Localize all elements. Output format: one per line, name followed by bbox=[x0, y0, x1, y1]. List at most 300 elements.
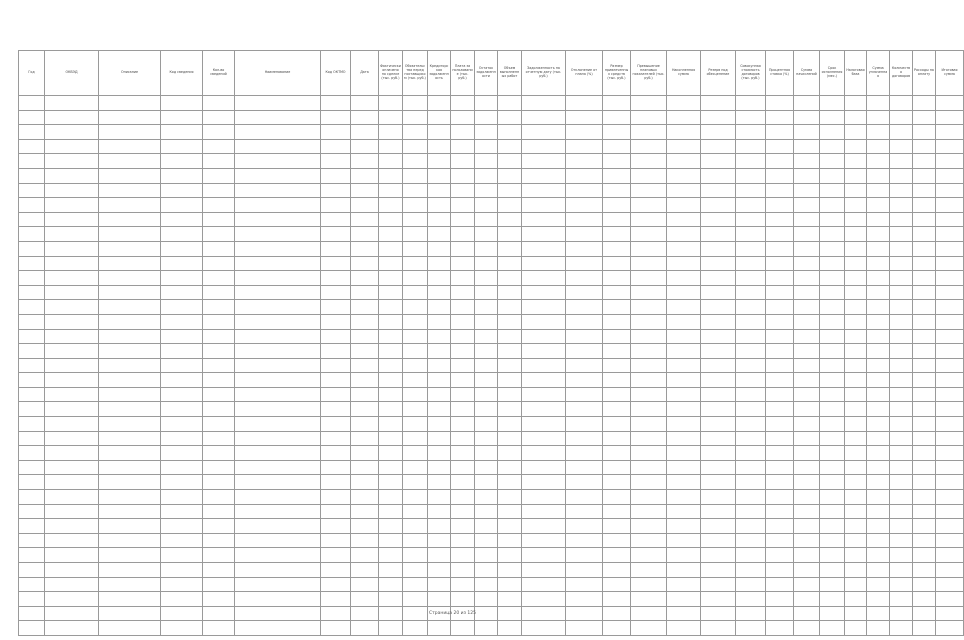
table-cell bbox=[845, 344, 867, 359]
table-cell bbox=[794, 314, 820, 329]
table-cell bbox=[701, 387, 736, 402]
table-cell bbox=[498, 183, 522, 198]
table-cell bbox=[99, 460, 161, 475]
table-cell bbox=[867, 125, 890, 140]
table-cell bbox=[161, 271, 203, 286]
table-cell bbox=[820, 241, 845, 256]
table-cell bbox=[321, 358, 351, 373]
table-cell bbox=[701, 314, 736, 329]
table-cell bbox=[403, 183, 428, 198]
table-cell bbox=[820, 125, 845, 140]
table-cell bbox=[498, 344, 522, 359]
table-cell bbox=[566, 387, 603, 402]
table-cell bbox=[913, 329, 936, 344]
table-cell bbox=[631, 621, 667, 636]
table-cell bbox=[161, 533, 203, 548]
table-cell bbox=[766, 241, 794, 256]
table-cell bbox=[766, 431, 794, 446]
table-cell bbox=[667, 154, 701, 169]
table-cell bbox=[498, 168, 522, 183]
table-cell bbox=[867, 563, 890, 578]
table-cell bbox=[736, 271, 766, 286]
table-cell bbox=[936, 271, 964, 286]
table-cell bbox=[161, 592, 203, 607]
table-cell bbox=[428, 241, 451, 256]
table-cell bbox=[161, 621, 203, 636]
table-cell bbox=[45, 548, 99, 563]
table-cell bbox=[667, 329, 701, 344]
table-cell bbox=[351, 125, 379, 140]
table-cell bbox=[736, 154, 766, 169]
table-cell bbox=[936, 168, 964, 183]
table-cell bbox=[845, 125, 867, 140]
column-header: Обязательства перед поставщиком (тыс. руб.) bbox=[403, 51, 428, 96]
table-cell bbox=[428, 563, 451, 578]
table-cell bbox=[913, 402, 936, 417]
table-cell bbox=[701, 504, 736, 519]
table-cell bbox=[428, 417, 451, 432]
table-cell bbox=[603, 475, 631, 490]
table-cell bbox=[820, 154, 845, 169]
table-cell bbox=[45, 300, 99, 315]
table-cell bbox=[351, 183, 379, 198]
table-cell bbox=[736, 183, 766, 198]
table-cell bbox=[99, 592, 161, 607]
table-cell bbox=[566, 504, 603, 519]
table-cell bbox=[890, 227, 913, 242]
table-cell bbox=[631, 344, 667, 359]
table-cell bbox=[667, 300, 701, 315]
table-cell bbox=[913, 460, 936, 475]
table-cell bbox=[913, 417, 936, 432]
table-cell bbox=[321, 168, 351, 183]
table-cell bbox=[451, 373, 475, 388]
table-cell bbox=[379, 154, 403, 169]
table-cell bbox=[631, 314, 667, 329]
table-cell bbox=[161, 314, 203, 329]
column-header: ОКВЭД bbox=[45, 51, 99, 96]
table-cell bbox=[235, 198, 321, 213]
table-cell bbox=[321, 125, 351, 140]
table-cell bbox=[475, 621, 498, 636]
table-cell bbox=[766, 358, 794, 373]
table-cell bbox=[845, 329, 867, 344]
table-cell bbox=[603, 387, 631, 402]
table-cell bbox=[522, 300, 566, 315]
table-row bbox=[19, 373, 964, 388]
table-cell bbox=[19, 504, 45, 519]
table-row bbox=[19, 475, 964, 490]
table-cell bbox=[235, 548, 321, 563]
table-cell bbox=[890, 212, 913, 227]
table-cell bbox=[99, 139, 161, 154]
table-cell bbox=[351, 577, 379, 592]
table-cell bbox=[845, 402, 867, 417]
table-cell bbox=[867, 227, 890, 242]
table-cell bbox=[45, 256, 99, 271]
table-cell bbox=[321, 241, 351, 256]
table-cell bbox=[794, 431, 820, 446]
table-cell bbox=[913, 344, 936, 359]
table-cell bbox=[403, 241, 428, 256]
table-cell bbox=[820, 402, 845, 417]
table-cell bbox=[498, 300, 522, 315]
table-cell bbox=[235, 475, 321, 490]
table-cell bbox=[235, 592, 321, 607]
column-header: Резерв под обесценение bbox=[701, 51, 736, 96]
table-cell bbox=[451, 577, 475, 592]
table-cell bbox=[736, 387, 766, 402]
table-cell bbox=[566, 300, 603, 315]
table-cell bbox=[161, 373, 203, 388]
table-cell bbox=[766, 285, 794, 300]
table-cell bbox=[667, 256, 701, 271]
table-cell bbox=[475, 358, 498, 373]
table-cell bbox=[667, 577, 701, 592]
column-header: Задолженность на отчетную дату (тыс. руб.) bbox=[522, 51, 566, 96]
table-cell bbox=[890, 96, 913, 111]
table-cell bbox=[379, 256, 403, 271]
table-cell bbox=[498, 446, 522, 461]
table-cell bbox=[45, 358, 99, 373]
table-cell bbox=[631, 563, 667, 578]
table-cell bbox=[235, 154, 321, 169]
table-cell bbox=[667, 563, 701, 578]
table-header-row bbox=[19, 51, 964, 96]
table-cell bbox=[451, 285, 475, 300]
table-cell bbox=[321, 490, 351, 505]
table-cell bbox=[498, 402, 522, 417]
table-cell bbox=[321, 431, 351, 446]
table-cell bbox=[766, 300, 794, 315]
table-cell bbox=[403, 387, 428, 402]
table-cell bbox=[736, 504, 766, 519]
table-cell bbox=[161, 460, 203, 475]
table-cell bbox=[403, 227, 428, 242]
table-cell bbox=[203, 504, 235, 519]
table-cell bbox=[736, 431, 766, 446]
table-cell bbox=[498, 548, 522, 563]
table-cell bbox=[566, 373, 603, 388]
table-cell bbox=[161, 285, 203, 300]
table-cell bbox=[428, 533, 451, 548]
table-cell bbox=[667, 198, 701, 213]
table-cell bbox=[379, 460, 403, 475]
table-cell bbox=[203, 314, 235, 329]
table-cell bbox=[701, 212, 736, 227]
table-cell bbox=[794, 621, 820, 636]
table-cell bbox=[845, 577, 867, 592]
table-cell bbox=[203, 168, 235, 183]
table-cell bbox=[19, 168, 45, 183]
table-cell bbox=[321, 460, 351, 475]
table-cell bbox=[475, 490, 498, 505]
table-row bbox=[19, 96, 964, 111]
table-cell bbox=[913, 533, 936, 548]
table-cell bbox=[403, 329, 428, 344]
table-cell bbox=[913, 431, 936, 446]
table-cell bbox=[820, 212, 845, 227]
table-cell bbox=[451, 490, 475, 505]
table-cell bbox=[845, 241, 867, 256]
table-cell bbox=[451, 329, 475, 344]
table-cell bbox=[351, 402, 379, 417]
table-cell bbox=[913, 577, 936, 592]
table-cell bbox=[736, 373, 766, 388]
table-cell bbox=[913, 548, 936, 563]
table-cell bbox=[19, 256, 45, 271]
table-cell bbox=[379, 271, 403, 286]
table-cell bbox=[428, 431, 451, 446]
table-cell bbox=[913, 96, 936, 111]
table-cell bbox=[475, 285, 498, 300]
table-cell bbox=[403, 548, 428, 563]
table-cell bbox=[203, 402, 235, 417]
table-cell bbox=[667, 358, 701, 373]
table-cell bbox=[603, 592, 631, 607]
table-cell bbox=[766, 271, 794, 286]
table-cell bbox=[845, 358, 867, 373]
column-header: Размер привлеченных средств (тыс. руб.) bbox=[603, 51, 631, 96]
table-cell bbox=[867, 241, 890, 256]
table-cell bbox=[766, 154, 794, 169]
table-cell bbox=[522, 212, 566, 227]
table-cell bbox=[203, 212, 235, 227]
table-row bbox=[19, 358, 964, 373]
table-cell bbox=[820, 621, 845, 636]
table-cell bbox=[867, 519, 890, 534]
table-cell bbox=[45, 241, 99, 256]
table-cell bbox=[451, 621, 475, 636]
table-cell bbox=[19, 300, 45, 315]
table-cell bbox=[522, 241, 566, 256]
table-cell bbox=[451, 241, 475, 256]
table-cell bbox=[45, 621, 99, 636]
column-header: Срок исполнения (мес.) bbox=[820, 51, 845, 96]
table-cell bbox=[235, 519, 321, 534]
table-cell bbox=[794, 329, 820, 344]
table-row bbox=[19, 212, 964, 227]
table-cell bbox=[794, 504, 820, 519]
table-row bbox=[19, 577, 964, 592]
table-cell bbox=[235, 125, 321, 140]
table-cell bbox=[99, 300, 161, 315]
table-cell bbox=[379, 198, 403, 213]
table-cell bbox=[766, 314, 794, 329]
table-cell bbox=[19, 314, 45, 329]
table-cell bbox=[820, 373, 845, 388]
table-row bbox=[19, 431, 964, 446]
table-cell bbox=[235, 183, 321, 198]
table-cell bbox=[451, 475, 475, 490]
table-cell bbox=[403, 533, 428, 548]
table-cell bbox=[235, 300, 321, 315]
table-row bbox=[19, 154, 964, 169]
table-cell bbox=[19, 417, 45, 432]
table-cell bbox=[45, 563, 99, 578]
table-cell bbox=[913, 592, 936, 607]
table-cell bbox=[428, 212, 451, 227]
table-cell bbox=[203, 592, 235, 607]
table-cell bbox=[161, 563, 203, 578]
table-cell bbox=[667, 271, 701, 286]
table-cell bbox=[321, 446, 351, 461]
table-cell bbox=[403, 519, 428, 534]
table-cell bbox=[522, 533, 566, 548]
table-cell bbox=[475, 227, 498, 242]
table-cell bbox=[890, 110, 913, 125]
table-cell bbox=[498, 358, 522, 373]
table-cell bbox=[235, 241, 321, 256]
table-cell bbox=[475, 198, 498, 213]
table-cell bbox=[794, 198, 820, 213]
table-cell bbox=[890, 533, 913, 548]
table-cell bbox=[890, 490, 913, 505]
table-cell bbox=[19, 373, 45, 388]
table-cell bbox=[19, 125, 45, 140]
table-cell bbox=[766, 460, 794, 475]
table-cell bbox=[428, 139, 451, 154]
table-cell bbox=[845, 198, 867, 213]
table-cell bbox=[161, 490, 203, 505]
table-cell bbox=[820, 227, 845, 242]
table-cell bbox=[99, 227, 161, 242]
table-cell bbox=[667, 139, 701, 154]
table-cell bbox=[701, 577, 736, 592]
table-cell bbox=[235, 110, 321, 125]
table-cell bbox=[936, 110, 964, 125]
table-cell bbox=[794, 227, 820, 242]
table-cell bbox=[701, 417, 736, 432]
table-cell bbox=[566, 241, 603, 256]
table-cell bbox=[603, 358, 631, 373]
table-cell bbox=[235, 285, 321, 300]
table-cell bbox=[736, 592, 766, 607]
table-cell bbox=[161, 212, 203, 227]
table-cell bbox=[736, 300, 766, 315]
table-cell bbox=[794, 446, 820, 461]
table-cell bbox=[475, 504, 498, 519]
table-cell bbox=[845, 504, 867, 519]
table-cell bbox=[820, 314, 845, 329]
table-cell bbox=[475, 519, 498, 534]
table-cell bbox=[235, 212, 321, 227]
table-cell bbox=[403, 139, 428, 154]
table-cell bbox=[321, 621, 351, 636]
table-cell bbox=[379, 358, 403, 373]
column-header: Код ОКТМО bbox=[321, 51, 351, 96]
table-cell bbox=[820, 446, 845, 461]
table-cell bbox=[867, 387, 890, 402]
table-cell bbox=[701, 592, 736, 607]
table-cell bbox=[321, 519, 351, 534]
table-cell bbox=[820, 431, 845, 446]
table-cell bbox=[794, 271, 820, 286]
table-cell bbox=[890, 271, 913, 286]
table-cell bbox=[235, 358, 321, 373]
table-cell bbox=[820, 563, 845, 578]
table-cell bbox=[161, 96, 203, 111]
table-cell bbox=[936, 490, 964, 505]
table-cell bbox=[379, 314, 403, 329]
table-cell bbox=[936, 606, 964, 621]
table-cell bbox=[19, 198, 45, 213]
table-cell bbox=[351, 212, 379, 227]
table-cell bbox=[522, 460, 566, 475]
table-cell bbox=[736, 125, 766, 140]
table-cell bbox=[913, 198, 936, 213]
table-cell bbox=[936, 358, 964, 373]
table-cell bbox=[45, 446, 99, 461]
table-cell bbox=[351, 285, 379, 300]
table-cell bbox=[820, 344, 845, 359]
table-cell bbox=[845, 139, 867, 154]
table-cell bbox=[701, 475, 736, 490]
table-cell bbox=[321, 212, 351, 227]
table-cell bbox=[19, 329, 45, 344]
table-cell bbox=[235, 271, 321, 286]
table-cell bbox=[522, 344, 566, 359]
table-cell bbox=[603, 548, 631, 563]
table-cell bbox=[351, 592, 379, 607]
table-cell bbox=[867, 110, 890, 125]
table-cell bbox=[936, 460, 964, 475]
table-cell bbox=[451, 563, 475, 578]
table-cell bbox=[845, 256, 867, 271]
table-cell bbox=[403, 621, 428, 636]
table-cell bbox=[794, 563, 820, 578]
table-cell bbox=[667, 212, 701, 227]
table-cell bbox=[867, 285, 890, 300]
table-cell bbox=[667, 373, 701, 388]
table-cell bbox=[566, 212, 603, 227]
table-cell bbox=[667, 402, 701, 417]
table-cell bbox=[321, 373, 351, 388]
table-cell bbox=[498, 96, 522, 111]
table-cell bbox=[321, 110, 351, 125]
table-cell bbox=[99, 373, 161, 388]
table-cell bbox=[603, 139, 631, 154]
table-cell bbox=[566, 490, 603, 505]
table-cell bbox=[428, 577, 451, 592]
table-cell bbox=[603, 125, 631, 140]
table-cell bbox=[631, 139, 667, 154]
table-cell bbox=[890, 387, 913, 402]
table-cell bbox=[203, 475, 235, 490]
table-cell bbox=[351, 256, 379, 271]
table-cell bbox=[451, 125, 475, 140]
table-cell bbox=[631, 504, 667, 519]
table-cell bbox=[667, 227, 701, 242]
table-cell bbox=[475, 563, 498, 578]
table-cell bbox=[379, 446, 403, 461]
column-header: Расходы на оплату bbox=[913, 51, 936, 96]
table-cell bbox=[631, 183, 667, 198]
table-cell bbox=[351, 417, 379, 432]
table-cell bbox=[766, 417, 794, 432]
column-header: Сумма уплаченная bbox=[867, 51, 890, 96]
table-cell bbox=[498, 387, 522, 402]
table-cell bbox=[766, 168, 794, 183]
table-cell bbox=[99, 446, 161, 461]
table-cell bbox=[936, 387, 964, 402]
table-cell bbox=[845, 446, 867, 461]
table-cell bbox=[498, 504, 522, 519]
table-cell bbox=[845, 533, 867, 548]
table-cell bbox=[936, 256, 964, 271]
table-cell bbox=[603, 154, 631, 169]
table-cell bbox=[890, 329, 913, 344]
